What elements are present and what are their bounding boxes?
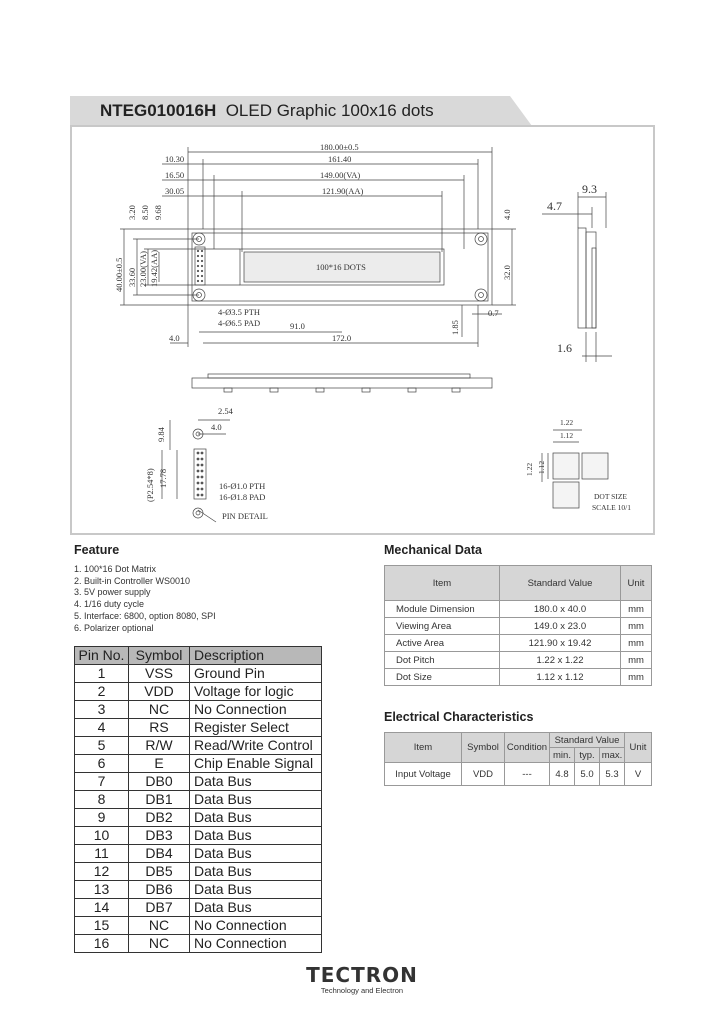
cell-symbol: DB7 — [129, 899, 190, 917]
dim-vert-3: 9.68 — [153, 205, 163, 220]
cell-description: Data Bus — [190, 863, 322, 881]
table-row — [75, 701, 322, 719]
cell-description: No Connection — [190, 701, 322, 719]
cell-item: Active Area — [385, 635, 500, 652]
mechanical-table — [384, 565, 652, 686]
list-item: 1. 100*16 Dot Matrix — [74, 564, 157, 574]
cell-pin-no: 11 — [75, 845, 129, 863]
dim-viewing-width: 149.00(VA) — [320, 170, 361, 180]
col-min: min. — [550, 748, 575, 763]
cell-description: Data Bus — [190, 809, 322, 827]
cell-item: Dot Pitch — [385, 652, 500, 669]
col-typ: typ. — [575, 748, 600, 763]
cell-description: Data Bus — [190, 791, 322, 809]
dim-hole-pitch: 161.40 — [328, 154, 352, 164]
dim-left-1: 10.30 — [165, 154, 185, 164]
cell-symbol: NC — [129, 701, 190, 719]
cell-pin-no: 13 — [75, 881, 129, 899]
dim-bottom-4: 1.85 — [450, 320, 460, 335]
feature-heading: Feature — [74, 543, 120, 557]
dim-height-va: 23.00(VA) — [138, 251, 148, 287]
dim-vert-2: 8.50 — [140, 205, 150, 220]
cell-description: No Connection — [190, 935, 322, 953]
table-row — [75, 845, 322, 863]
dim-height-overall: 40.00±0.5 — [114, 257, 124, 292]
pin-pad: 16-Ø1.8 PAD — [219, 492, 266, 502]
dim-left-2: 16.50 — [165, 170, 185, 180]
cell-symbol: VSS — [129, 665, 190, 683]
dim-vert-1: 3.20 — [127, 205, 137, 220]
table-row — [75, 791, 322, 809]
cell-condition: --- — [505, 763, 550, 786]
table-header-row — [385, 733, 652, 748]
cell-symbol: NC — [129, 917, 190, 935]
cell-pin-no: 10 — [75, 827, 129, 845]
cell-pin-no: 1 — [75, 665, 129, 683]
cell-symbol: DB3 — [129, 827, 190, 845]
table-row — [75, 719, 322, 737]
cell-item: Module Dimension — [385, 601, 500, 618]
pin-span: 17.78 — [158, 468, 168, 488]
logo-tagline: Technology and Electron — [320, 986, 404, 995]
col-standard-value: Standard Value — [500, 566, 621, 601]
cell-description: Data Bus — [190, 881, 322, 899]
cell-pin-no: 5 — [75, 737, 129, 755]
col-pin-no: Pin No. — [75, 647, 129, 665]
cell-item: Input Voltage — [385, 763, 462, 786]
cell-description: Data Bus — [190, 773, 322, 791]
cell-symbol: DB4 — [129, 845, 190, 863]
cell-symbol: DB2 — [129, 809, 190, 827]
col-unit: Unit — [625, 733, 652, 763]
table-header-row — [75, 647, 322, 665]
pin-pitch-formula: (P2.54*8) — [145, 468, 155, 502]
col-item: Item — [385, 733, 462, 763]
pin-pitch: 2.54 — [218, 406, 233, 416]
cell-symbol: RS — [129, 719, 190, 737]
cell-symbol: NC — [129, 935, 190, 953]
cell-description: Data Bus — [190, 827, 322, 845]
dot-size-v: 1.12 — [537, 460, 546, 474]
dim-bottom-2: 172.0 — [332, 333, 352, 343]
side-dim-1: 9.3 — [582, 182, 597, 196]
mechanical-heading: Mechanical Data — [384, 543, 482, 557]
cell-pin-no: 12 — [75, 863, 129, 881]
pin-pth: 16-Ø1.0 PTH — [219, 481, 266, 491]
table-row — [75, 773, 322, 791]
cell-pin-no: 7 — [75, 773, 129, 791]
table-row — [75, 737, 322, 755]
dim-right-2: 32.0 — [502, 265, 512, 280]
dim-right-1: 4.0 — [502, 209, 512, 220]
cell-description: Data Bus — [190, 845, 322, 863]
mechanical-drawing — [72, 127, 653, 533]
dim-active-width: 121.90(AA) — [322, 186, 364, 196]
cell-pin-no: 14 — [75, 899, 129, 917]
table-row — [75, 683, 322, 701]
dim-left-3: 30.05 — [165, 186, 185, 196]
cell-unit: mm — [621, 652, 652, 669]
col-description: Description — [190, 647, 322, 665]
cell-pin-no: 8 — [75, 791, 129, 809]
table-row — [75, 863, 322, 881]
dim-height-holes: 33.60 — [127, 267, 137, 287]
cell-pin-no: 3 — [75, 701, 129, 719]
side-dim-2: 4.7 — [547, 199, 562, 213]
model-subtitle: OLED Graphic 100x16 dots — [225, 101, 434, 120]
cell-description: No Connection — [190, 917, 322, 935]
table-row — [385, 618, 652, 635]
table-row — [385, 669, 652, 686]
hole-pad-label: 4-Ø6.5 PAD — [218, 318, 261, 328]
cell-unit: mm — [621, 669, 652, 686]
cell-value: 180.0 x 40.0 — [500, 601, 621, 618]
electrical-heading: Electrical Characteristics — [384, 710, 534, 724]
cell-pin-no: 16 — [75, 935, 129, 953]
table-row — [75, 899, 322, 917]
col-item: Item — [385, 566, 500, 601]
dim-height-aa: 19.42(AA) — [149, 249, 159, 287]
dot-pitch-h: 1.22 — [560, 418, 574, 427]
logo-word: TECTRON — [306, 963, 418, 987]
cell-symbol: DB6 — [129, 881, 190, 899]
col-max: max. — [600, 748, 625, 763]
list-item: 3. 5V power supply — [74, 587, 151, 598]
cell-min: 4.8 — [550, 763, 575, 786]
cell-symbol: R/W — [129, 737, 190, 755]
list-item: 2. Built-in Controller WS0010 — [74, 575, 191, 586]
dot-scale-label: SCALE 10/1 — [592, 503, 631, 512]
list-item: 4. 1/16 duty cycle — [74, 599, 145, 610]
dim-bottom-1: 91.0 — [290, 321, 305, 331]
pin-offset: 4.0 — [211, 422, 222, 432]
cell-pin-no: 15 — [75, 917, 129, 935]
cell-symbol: VDD — [129, 683, 190, 701]
table-row — [75, 935, 322, 953]
cell-description: Read/Write Control — [190, 737, 322, 755]
dot-size-label: DOT SIZE — [594, 492, 627, 501]
side-dim-3: 1.6 — [557, 341, 572, 355]
table-row — [75, 881, 322, 899]
col-symbol: Symbol — [462, 733, 505, 763]
pin-detail-label: PIN DETAIL — [222, 511, 268, 521]
cell-value: 1.12 x 1.12 — [500, 669, 621, 686]
dim-overall-width: 180.00±0.5 — [320, 142, 359, 152]
dot-matrix-label: 100*16 DOTS — [316, 262, 366, 272]
cell-unit: V — [625, 763, 652, 786]
electrical-table — [384, 732, 652, 786]
cell-value: 149.0 x 23.0 — [500, 618, 621, 635]
cell-item: Dot Size — [385, 669, 500, 686]
list-item: 6. Polarizer optional — [74, 622, 154, 633]
table-row — [385, 763, 652, 786]
table-row — [75, 917, 322, 935]
drawing-frame — [70, 125, 655, 535]
cell-max: 5.3 — [600, 763, 625, 786]
cell-item: Viewing Area — [385, 618, 500, 635]
cell-pin-no: 2 — [75, 683, 129, 701]
list-item: 5. Interface: 6800, option 8080, SPI — [74, 610, 216, 621]
cell-symbol: DB0 — [129, 773, 190, 791]
cell-value: 121.90 x 19.42 — [500, 635, 621, 652]
hole-pth-label: 4-Ø3.5 PTH — [218, 307, 261, 317]
feature-list — [74, 564, 216, 634]
page-title — [100, 100, 434, 122]
cell-symbol: DB1 — [129, 791, 190, 809]
table-row — [75, 755, 322, 773]
dot-size-h: 1.12 — [560, 431, 574, 440]
table-row — [75, 827, 322, 845]
cell-description: Ground Pin — [190, 665, 322, 683]
col-condition: Condition — [505, 733, 550, 763]
model-number: NTEG010016H — [100, 101, 217, 120]
tectron-logo — [300, 964, 424, 995]
cell-description: Chip Enable Signal — [190, 755, 322, 773]
pin-vert-offset: 9.84 — [156, 427, 166, 442]
cell-pin-no: 6 — [75, 755, 129, 773]
cell-description: Data Bus — [190, 899, 322, 917]
cell-description: Register Select — [190, 719, 322, 737]
cell-unit: mm — [621, 635, 652, 652]
table-row — [75, 665, 322, 683]
cell-typ: 5.0 — [575, 763, 600, 786]
cell-value: 1.22 x 1.22 — [500, 652, 621, 669]
cell-symbol: VDD — [462, 763, 505, 786]
cell-unit: mm — [621, 601, 652, 618]
cell-unit: mm — [621, 618, 652, 635]
col-symbol: Symbol — [129, 647, 190, 665]
table-row — [385, 601, 652, 618]
col-unit: Unit — [621, 566, 652, 601]
cell-pin-no: 9 — [75, 809, 129, 827]
col-standard-value: Standard Value — [550, 733, 625, 748]
table-row — [385, 635, 652, 652]
dim-bottom-3: 4.0 — [169, 333, 180, 343]
cell-description: Voltage for logic — [190, 683, 322, 701]
table-header-row — [385, 566, 652, 601]
cell-pin-no: 4 — [75, 719, 129, 737]
dim-bottom-5: 0.7 — [488, 308, 499, 318]
dot-pitch-v: 1.22 — [525, 462, 534, 476]
cell-symbol: DB5 — [129, 863, 190, 881]
pin-table — [74, 646, 322, 953]
table-row — [385, 652, 652, 669]
table-row — [75, 809, 322, 827]
cell-symbol: E — [129, 755, 190, 773]
